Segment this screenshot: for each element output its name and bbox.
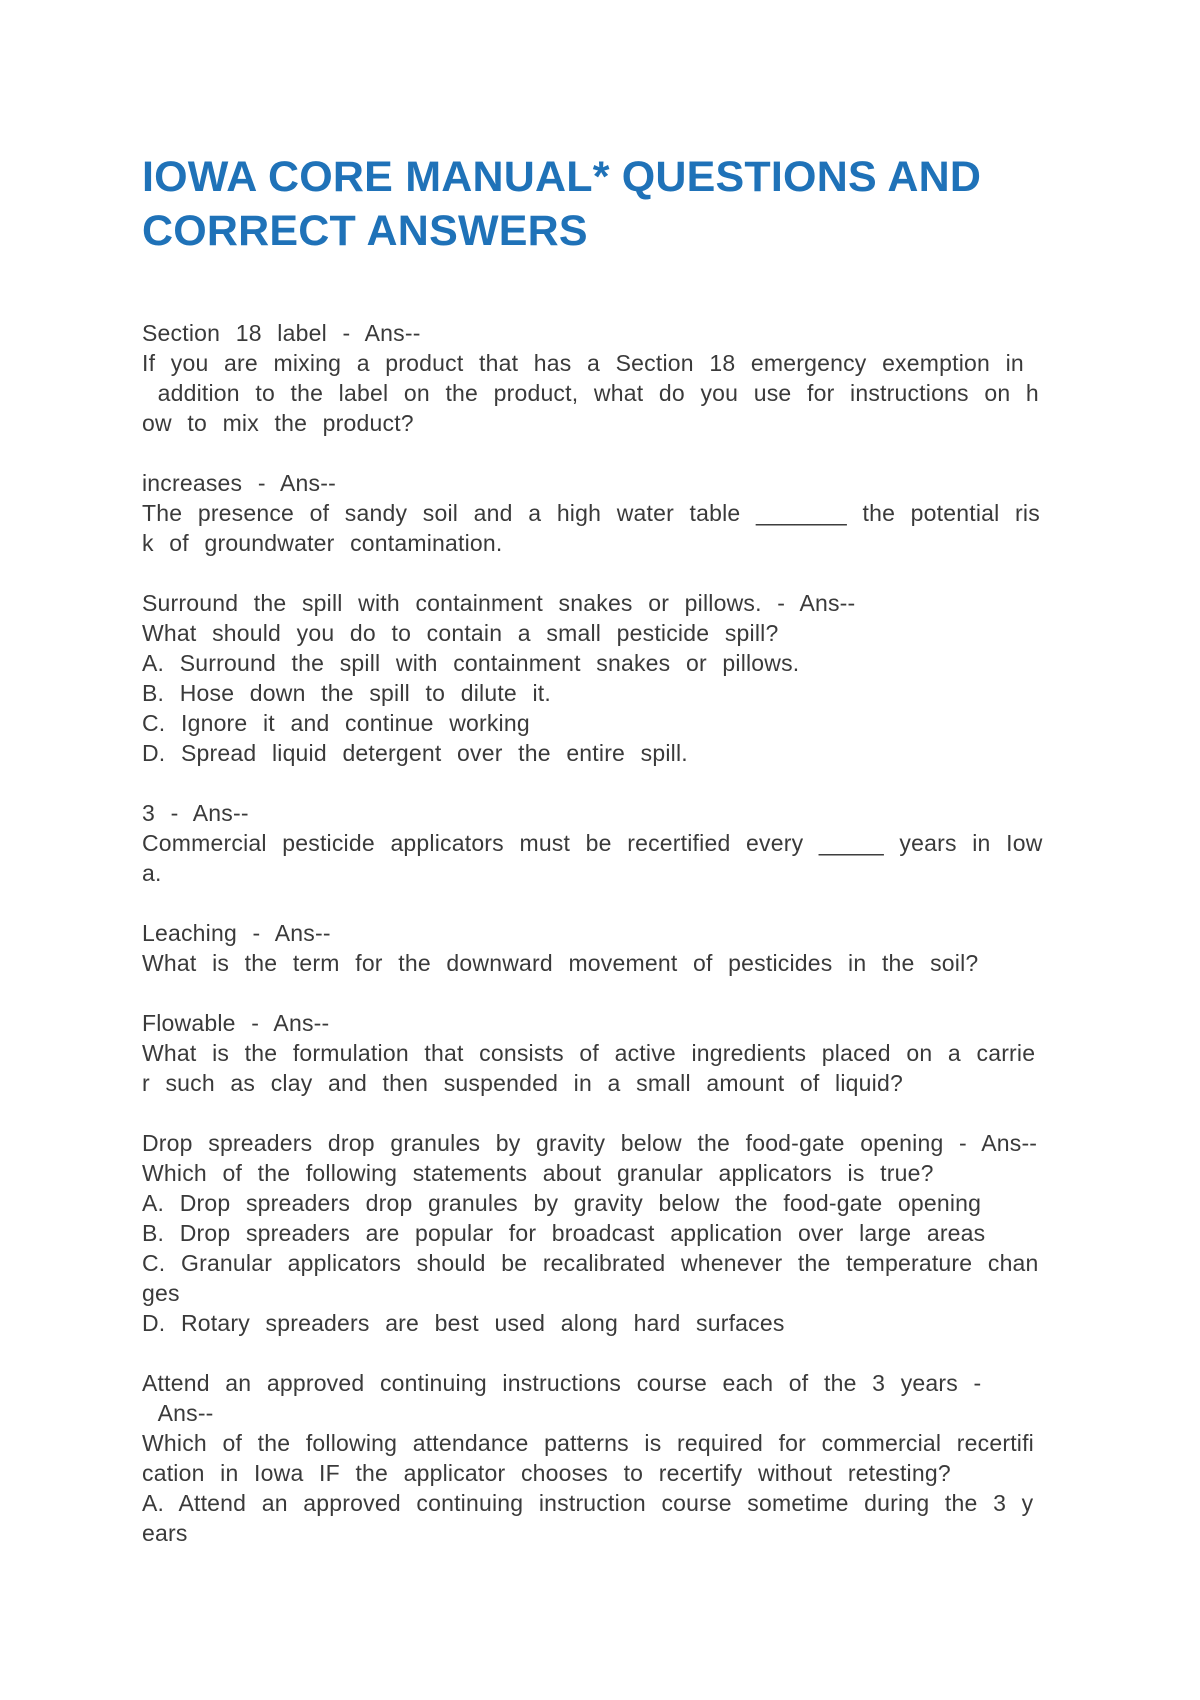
answer-line: Flowable - Ans--: [142, 1010, 330, 1036]
question-text-line: ges: [142, 1280, 180, 1306]
answer-line: Surround the spill with containment snakes or pillows. - Ans--: [142, 590, 856, 616]
qa-entry: [142, 1368, 1062, 1548]
question-text-line: addition to the label on the product, what do you use for instructions on h: [142, 380, 1039, 406]
question-text-line: Which of the following attendance patterns is required for commercial recertifi: [142, 1430, 1034, 1456]
document-title: IOWA CORE MANUAL* QUESTIONS AND CORRECT ANSWERS: [142, 153, 982, 255]
question-text-line: ears: [142, 1520, 188, 1546]
qa-entry: [142, 798, 1062, 888]
question-text-line: If you are mixing a product that has a Section 18 emergency exemption in: [142, 350, 1024, 376]
question-text-line: k of groundwater contamination.: [142, 530, 503, 556]
question-text-line: Ans--: [142, 1400, 214, 1426]
question-text-line: C. Granular applicators should be recalibrated whenever the temperature chan: [142, 1250, 1039, 1276]
question-text-line: What is the term for the downward movement of pesticides in the soil?: [142, 950, 979, 976]
qa-list: [142, 318, 1062, 1548]
qa-entry: [142, 318, 1062, 438]
question-text-line: D. Rotary spreaders are best used along hard surfaces: [142, 1310, 785, 1336]
answer-line: Attend an approved continuing instructions course each of the 3 years -: [142, 1370, 982, 1396]
question-text-line: cation in Iowa IF the applicator chooses to recertify without retesting?: [142, 1460, 951, 1486]
answer-line: Drop spreaders drop granules by gravity below the food-gate opening - Ans--: [142, 1130, 1038, 1156]
qa-entry: [142, 918, 1062, 978]
question-text-line: The presence of sandy soil and a high water table _______ the potential ris: [142, 500, 1040, 526]
qa-entry: [142, 468, 1062, 558]
answer-line: increases - Ans--: [142, 470, 336, 496]
question-text-line: A. Surround the spill with containment snakes or pillows.: [142, 650, 800, 676]
qa-entry: [142, 1128, 1062, 1338]
question-text-line: Which of the following statements about granular applicators is true?: [142, 1160, 934, 1186]
question-text-line: C. Ignore it and continue working: [142, 710, 530, 736]
question-text-line: A. Attend an approved continuing instruction course sometime during the 3 y: [142, 1490, 1034, 1516]
document-page: [142, 150, 1062, 1578]
question-text-line: ow to mix the product?: [142, 410, 414, 436]
qa-entry: [142, 1008, 1062, 1098]
question-text-line: Commercial pesticide applicators must be recertified every _____ years in Iow: [142, 830, 1043, 856]
question-text-line: A. Drop spreaders drop granules by gravity below the food-gate opening: [142, 1190, 982, 1216]
question-text-line: B. Drop spreaders are popular for broadcast application over large areas: [142, 1220, 986, 1246]
answer-line: Section 18 label - Ans--: [142, 320, 421, 346]
question-text-line: What is the formulation that consists of active ingredients placed on a carrie: [142, 1040, 1036, 1066]
question-text-line: What should you do to contain a small pesticide spill?: [142, 620, 779, 646]
answer-line: 3 - Ans--: [142, 800, 249, 826]
answer-line: Leaching - Ans--: [142, 920, 331, 946]
qa-entry: [142, 588, 1062, 768]
question-text-line: r such as clay and then suspended in a small amount of liquid?: [142, 1070, 903, 1096]
question-text-line: a.: [142, 860, 162, 886]
question-text-line: B. Hose down the spill to dilute it.: [142, 680, 551, 706]
question-text-line: D. Spread liquid detergent over the entire spill.: [142, 740, 688, 766]
